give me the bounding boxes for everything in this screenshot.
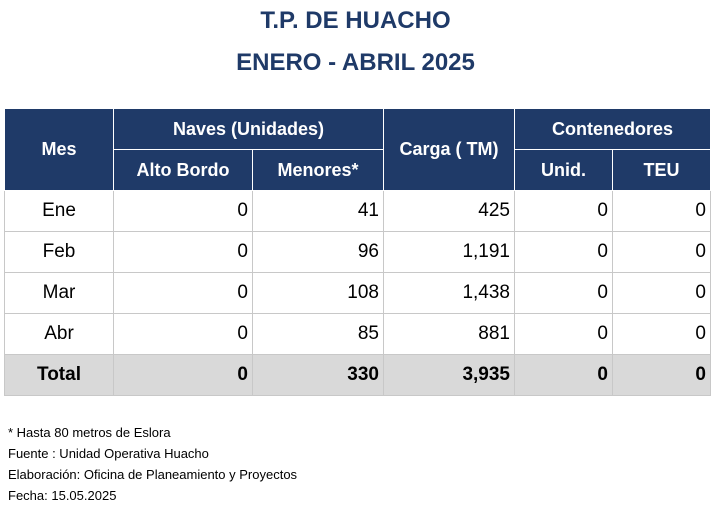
cell-menores: 108 [253,273,384,314]
cell-alto-bordo: 0 [114,273,253,314]
header-mes: Mes [5,109,114,191]
cell-menores: 85 [253,314,384,355]
header-alto-bordo: Alto Bordo [114,150,253,191]
page-title: T.P. DE HUACHO [260,7,451,34]
cell-unid: 0 [515,314,613,355]
cell-total-teu: 0 [613,355,711,396]
table-row [5,232,711,273]
header-menores: Menores* [253,150,384,191]
cell-unid: 0 [515,191,613,232]
cell-unid: 0 [515,232,613,273]
cell-mes: Mar [5,273,114,314]
data-table [4,108,711,396]
footnote-fuente: Fuente : Unidad Operativa Huacho [8,446,209,461]
footnotes [8,422,297,506]
cell-total-unid: 0 [515,355,613,396]
cell-total-label: Total [5,355,114,396]
header-teu: TEU [613,150,711,191]
cell-mes: Abr [5,314,114,355]
page-subtitle: ENERO - ABRIL 2025 [236,49,475,76]
cell-mes: Ene [5,191,114,232]
header-unid: Unid. [515,150,613,191]
cell-alto-bordo: 0 [114,191,253,232]
cell-teu: 0 [613,191,711,232]
cell-total-alto-bordo: 0 [114,355,253,396]
header-naves: Naves (Unidades) [114,109,384,150]
cell-teu: 0 [613,314,711,355]
cell-menores: 96 [253,232,384,273]
table-row [5,273,711,314]
cell-teu: 0 [613,273,711,314]
cell-unid: 0 [515,273,613,314]
cell-total-carga: 3,935 [384,355,515,396]
cell-teu: 0 [613,232,711,273]
footnote-elaboracion: Elaboración: Oficina de Planeamiento y Proyectos [8,467,298,482]
cell-mes: Feb [5,232,114,273]
cell-carga: 881 [384,314,515,355]
cell-alto-bordo: 0 [114,314,253,355]
header-carga: Carga ( TM) [384,109,515,191]
footnote-eslora: * Hasta 80 metros de Eslora [8,425,171,440]
cell-carga: 1,438 [384,273,515,314]
cell-total-menores: 330 [253,355,384,396]
table-total-row [5,355,711,396]
table-row [5,191,711,232]
cell-menores: 41 [253,191,384,232]
header-contenedores: Contenedores [515,109,711,150]
table-row [5,314,711,355]
cell-carga: 425 [384,191,515,232]
cell-carga: 1,191 [384,232,515,273]
footnote-fecha: Fecha: 15.05.2025 [8,488,117,503]
cell-alto-bordo: 0 [114,232,253,273]
